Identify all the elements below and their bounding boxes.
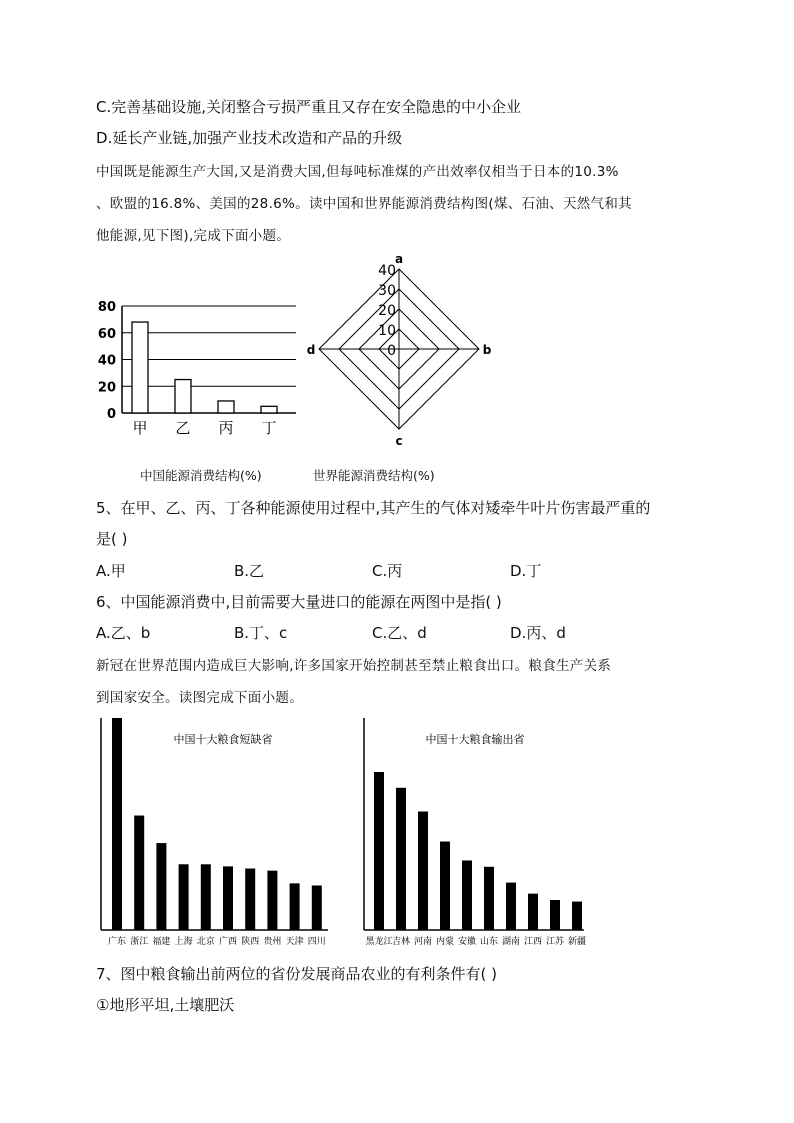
chart-title: 中国十大粮食短缺省 (173, 733, 273, 746)
chart-title: 中国十大粮食输出省 (425, 733, 525, 746)
option-c-text: C.完善基础设施,关闭整合亏损严重且又存在安全隐患的中小企业 (96, 98, 522, 116)
x-tick-label: 内蒙 (435, 937, 455, 947)
bar-天津 (290, 883, 300, 930)
x-tick-label: 新疆 (567, 937, 587, 947)
bar-新疆 (572, 902, 582, 930)
world-chart-caption: 世界能源消费结构(%) (313, 468, 435, 483)
question-5: 5、在甲、乙、丙、丁各种能源使用过程中,其产生的气体对矮牵牛叶片伤害最严重的 (96, 499, 651, 517)
bar-山东 (484, 867, 494, 930)
x-tick-label: 上海 (174, 937, 193, 947)
x-tick-label: 江苏 (545, 937, 565, 947)
q5-option-a[interactable]: A.甲 (96, 562, 126, 580)
x-tick-label: 浙江 (130, 937, 149, 947)
x-tick-label: 江西 (523, 937, 543, 947)
bar-丙 (218, 401, 234, 413)
bar-乙 (175, 380, 191, 413)
intro-paragraph-1: 、欧盟的16.8%、美国的28.6%。读中国和世界能源消费结构图(煤、石油、天然气和其 (96, 196, 632, 212)
radar-ring-label: 20 (378, 303, 396, 319)
intro-paragraph-1: 他能源,见下图),完成下面小题。 (96, 228, 291, 244)
x-tick-label: 山东 (479, 937, 499, 947)
option-d-text: D.延长产业链,加强产业技术改造和产品的升级 (96, 129, 403, 147)
q5-option-d[interactable]: D.丁 (510, 562, 542, 580)
q6-option-a[interactable]: A.乙、b (96, 624, 151, 642)
q5-option-c[interactable]: C.丙 (372, 562, 403, 580)
radar-axis-label-d: d (306, 343, 316, 357)
radar-axis-label-c: c (395, 434, 403, 448)
bar-内蒙 (440, 842, 450, 930)
x-tick-label: 黑龙江 (365, 937, 393, 947)
radar-ring-label: 30 (378, 283, 396, 299)
x-tick-label: 陕西 (241, 937, 260, 947)
radar-axis-label-b: b (482, 343, 492, 357)
radar-ring-label: 40 (378, 263, 396, 279)
q5-option-b[interactable]: B.乙 (234, 562, 265, 580)
q6-option-c[interactable]: C.乙、d (372, 624, 427, 642)
y-tick-label: 80 (97, 300, 116, 315)
grain-shortage-bar-chart (96, 716, 336, 952)
bar-广西 (223, 866, 233, 930)
bar-北京 (201, 864, 211, 930)
x-tick-label: 安徽 (457, 937, 477, 947)
bar-江苏 (550, 900, 560, 930)
bar-福建 (156, 843, 166, 930)
intro-paragraph-1: 中国既是能源生产大国,又是消费大国,但每吨标准煤的产出效率仅相当于日本的10.3% (96, 164, 619, 180)
question-7: 7、图中粮食输出前两位的省份发展商品农业的有利条件有( ) (96, 965, 498, 983)
question-5: 是( ) (96, 530, 128, 548)
x-tick-label: 广东 (107, 937, 127, 947)
x-tick-label: 湖南 (501, 937, 521, 947)
intro-paragraph-2: 到国家安全。读图完成下面小题。 (96, 690, 303, 706)
y-tick-label: 0 (106, 407, 116, 422)
x-tick-label: 福建 (152, 937, 171, 947)
bar-安徽 (462, 860, 472, 930)
intro-paragraph-2: 新冠在世界范围内造成巨大影响,许多国家开始控制甚至禁止粮食出口。粮食生产关系 (96, 658, 612, 674)
bar-甲 (132, 322, 148, 413)
bar-贵州 (267, 871, 277, 930)
bar-四川 (312, 885, 322, 930)
x-tick-label: 甲 (132, 419, 148, 437)
x-tick-label: 广西 (218, 937, 238, 947)
china-energy-bar-chart (96, 296, 306, 441)
y-tick-label: 60 (97, 326, 116, 342)
bar-湖南 (506, 883, 516, 930)
world-energy-radar-chart (306, 252, 492, 448)
grain-export-bar-chart (358, 716, 594, 952)
y-tick-label: 20 (97, 380, 116, 396)
y-tick-label: 40 (97, 353, 116, 369)
radar-ring-label: 0 (387, 343, 396, 359)
x-tick-label: 天津 (285, 937, 304, 947)
x-tick-label: 吉林 (391, 937, 411, 947)
q6-option-d[interactable]: D.丙、d (510, 624, 566, 642)
bar-丁 (261, 406, 277, 413)
radar-ring-label: 10 (378, 323, 396, 339)
q6-option-b[interactable]: B.丁、c (234, 624, 288, 642)
bar-上海 (179, 864, 189, 930)
q7-item-1: ①地形平坦,土壤肥沃 (96, 996, 235, 1014)
bar-吉林 (396, 788, 406, 930)
x-tick-label: 北京 (196, 937, 215, 947)
question-6: 6、中国能源消费中,目前需要大量进口的能源在两图中是指( ) (96, 593, 502, 611)
bar-河南 (418, 812, 428, 931)
bar-陕西 (245, 869, 255, 930)
china-chart-caption: 中国能源消费结构(%) (140, 468, 262, 483)
bar-广东 (112, 718, 122, 930)
x-tick-label: 乙 (175, 419, 191, 437)
radar-axis-label-a: a (394, 252, 404, 266)
x-tick-label: 四川 (307, 937, 326, 947)
x-tick-label: 丁 (261, 419, 277, 437)
bar-江西 (528, 894, 538, 930)
bar-黑龙江 (374, 772, 384, 930)
x-tick-label: 丙 (218, 419, 234, 437)
x-tick-label: 贵州 (263, 937, 282, 947)
bar-浙江 (134, 816, 144, 930)
x-tick-label: 河南 (413, 937, 433, 947)
